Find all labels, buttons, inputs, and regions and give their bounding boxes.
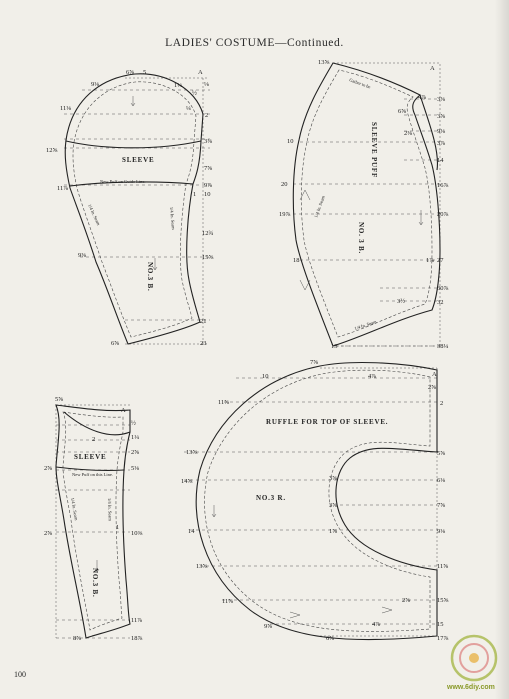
ruffle-m15: 1⅝ <box>329 528 338 535</box>
sleeve2-label: SLEEVE <box>74 453 107 461</box>
ruffle-m13: 7⅝ <box>437 502 446 509</box>
sleeve1-label: SLEEVE <box>122 156 155 164</box>
ruffle-m20: 2⅝ <box>402 597 411 604</box>
puff-m16: 27 <box>437 257 444 264</box>
sleeve2-m8: 2⅝ <box>44 530 53 537</box>
ruffle-size: NO.3 R. <box>256 494 286 502</box>
puff-m2: 4⅞ <box>418 94 427 101</box>
puff-m7: 10 <box>287 138 294 145</box>
sleeve1-m16: 12¾ <box>202 230 214 237</box>
puff-m18: 30⅞ <box>437 285 449 292</box>
ruffle-pattern <box>181 359 449 642</box>
sleeve1-guide-text: New Puff on Guide Line. <box>100 179 146 184</box>
puff-m14: 20⅞ <box>437 211 449 218</box>
puff-m19: 3½ <box>397 298 406 305</box>
page-edge-shadow <box>495 0 509 699</box>
sleeve1-m3: ⅛ <box>204 81 209 88</box>
ruffle-m8: 5⅝ <box>437 450 446 457</box>
puff-gather-text: Gather to be <box>348 77 372 90</box>
sleeve2-m12: 8⅝ <box>73 635 82 642</box>
ruffle-m4: 11⅝ <box>218 399 230 406</box>
sleeve1-m9: 3⅜ <box>204 138 213 145</box>
ruffle-m6: 2 <box>440 400 444 407</box>
sleeve2-m1: A <box>121 407 126 414</box>
ruffle-m22: 9⅝ <box>264 623 273 630</box>
puff-m6: 9⅛ <box>437 128 446 135</box>
puff-m11: 20 <box>281 181 288 188</box>
sleeve2-m13: 18⅞ <box>131 635 143 642</box>
ruffle-m14: 14 <box>188 528 195 535</box>
sleeve1-m5: ½ <box>192 90 197 97</box>
puff-m1: A <box>430 65 435 72</box>
ruffle-m2: 4⅞ <box>368 373 377 380</box>
puff-m4: 6⅝ <box>398 108 407 115</box>
sleeve2-m7: 5⅛ <box>131 465 140 472</box>
ruffle-m24: 4⅞ <box>372 621 381 628</box>
ruffle-m19: 11⅝ <box>222 598 234 605</box>
ruffle-m10: 3⅝ <box>329 475 338 482</box>
sleeve2-m2: ½ <box>131 420 136 427</box>
sleeve2-size: NO.3 B. <box>91 568 99 598</box>
sleeve1-m14: 10 <box>204 191 211 198</box>
sleeve1-m15: 1 <box>193 191 197 198</box>
ruffle-m17: 13⅝ <box>196 563 208 570</box>
ruffle-m16: 9⅛ <box>437 528 446 535</box>
ruffle-m26: 17⅞ <box>437 635 449 642</box>
sleeve1-size: NO.3 B. <box>146 262 154 292</box>
ruffle-m21: 15⅝ <box>437 597 449 604</box>
sleeve2-m5: 2⅝ <box>131 449 140 456</box>
sleeve2-m6: 2⅝ <box>44 465 53 472</box>
sleeve1-m17: 9⅜ <box>78 252 87 259</box>
sleeve1-inch-b: 1/4 In. Seam <box>169 206 176 230</box>
ruffle-m9: 14⅝ <box>181 478 193 485</box>
page-title: LADIES' COSTUME—Continued. <box>165 37 344 49</box>
ruffle-m3: A <box>432 371 437 378</box>
puff-label: SLEEVE PUFF <box>370 122 378 179</box>
sleeve1-m1: 6⅝ <box>126 69 135 76</box>
puff-m12: 16⅞ <box>437 182 449 189</box>
sleeve2-m10: 10⅜ <box>131 530 143 537</box>
sleeve1-m20: 6⅝ <box>111 340 120 347</box>
puff-m3: 3⅜ <box>437 96 446 103</box>
sleeve1-m8: ¼ <box>186 105 191 112</box>
sleeve1-m18: 15⅝ <box>202 254 214 261</box>
ruffle-m18: 11⅝ <box>437 563 449 570</box>
sleeve2-inch-b: 1/4 In. Seam <box>107 497 113 521</box>
puff-inch-b: 1/4 In. Seam <box>353 319 378 331</box>
puff-m0: 13⅝ <box>318 59 330 66</box>
sleeve1-m11: 7⅝ <box>204 165 213 172</box>
sleeve2-guide-text: New Puff on this Line. <box>72 472 114 477</box>
sleeve1-m21: 23 <box>200 340 207 347</box>
puff-m5: 3⅝ <box>437 113 446 120</box>
sleeve1-inch-a: 1/4 In. Seam <box>87 203 102 227</box>
puff-m13: 19⅞ <box>279 211 291 218</box>
sleeve2-m9: 1 <box>116 524 120 531</box>
ruffle-m12: 3⅝ <box>329 502 338 509</box>
ruffle-m7: 13⅝ <box>186 449 198 456</box>
sleeve1-m4: 1¼ <box>174 82 183 89</box>
puff-m8: 2⅜ <box>404 130 413 137</box>
puff-m10: 14 <box>437 157 444 164</box>
sleeve1-m6: 11⅛ <box>60 105 72 112</box>
puff-m21: 13 <box>331 343 338 350</box>
sleeve2-inch-a: 1/4 In. Seam <box>70 497 79 521</box>
puff-inch-a: 1/4 In. Seam <box>313 195 326 219</box>
sleeve2-m3: 1¼ <box>131 434 140 441</box>
puff-m15: 18 <box>293 257 300 264</box>
ruffle-m23: 6⅝ <box>326 635 335 642</box>
page-number: 100 <box>14 670 26 679</box>
sleeve1-m2: 5 <box>143 69 147 76</box>
ruffle-m0: 7⅝ <box>310 359 319 366</box>
sleeve1-m12: 9⅞ <box>204 182 213 189</box>
sleeve1-m22: A <box>198 69 203 76</box>
ruffle-m11: 6⅛ <box>437 477 446 484</box>
ruffle-label: RUFFLE FOR TOP OF SLEEVE. <box>266 418 389 426</box>
ruffle-m25: 15 <box>437 621 444 628</box>
sleeve1-m19: 21 <box>200 318 207 325</box>
sleeve1-m13: 11⅞ <box>57 185 69 192</box>
puff-m9: 3⅞ <box>437 140 446 147</box>
ruffle-m5: 2⅝ <box>428 384 437 391</box>
ruffle-m1: 10 <box>262 373 269 380</box>
watermark-text: www.6diy.com <box>447 684 495 691</box>
puff-m20: 32 <box>437 299 444 306</box>
sleeve-puff-pattern <box>279 59 449 350</box>
sleeve2-m4: 2 <box>92 436 96 443</box>
sleeve-pattern-2 <box>44 396 143 642</box>
sleeve2-m0: 5⅝ <box>55 396 64 403</box>
puff-m17: 1⅞ <box>426 257 435 264</box>
sleeve-pattern-1 <box>46 69 214 347</box>
sleeve1-m0: 9⅛ <box>91 81 100 88</box>
puff-size: NO. 3 B. <box>357 222 365 255</box>
sleeve1-m7: 2 <box>205 112 209 119</box>
sleeve1-m10: 12⅝ <box>46 147 58 154</box>
sleeve2-m11: 11⅞ <box>131 617 143 624</box>
puff-m22: 38¼ <box>437 343 449 350</box>
